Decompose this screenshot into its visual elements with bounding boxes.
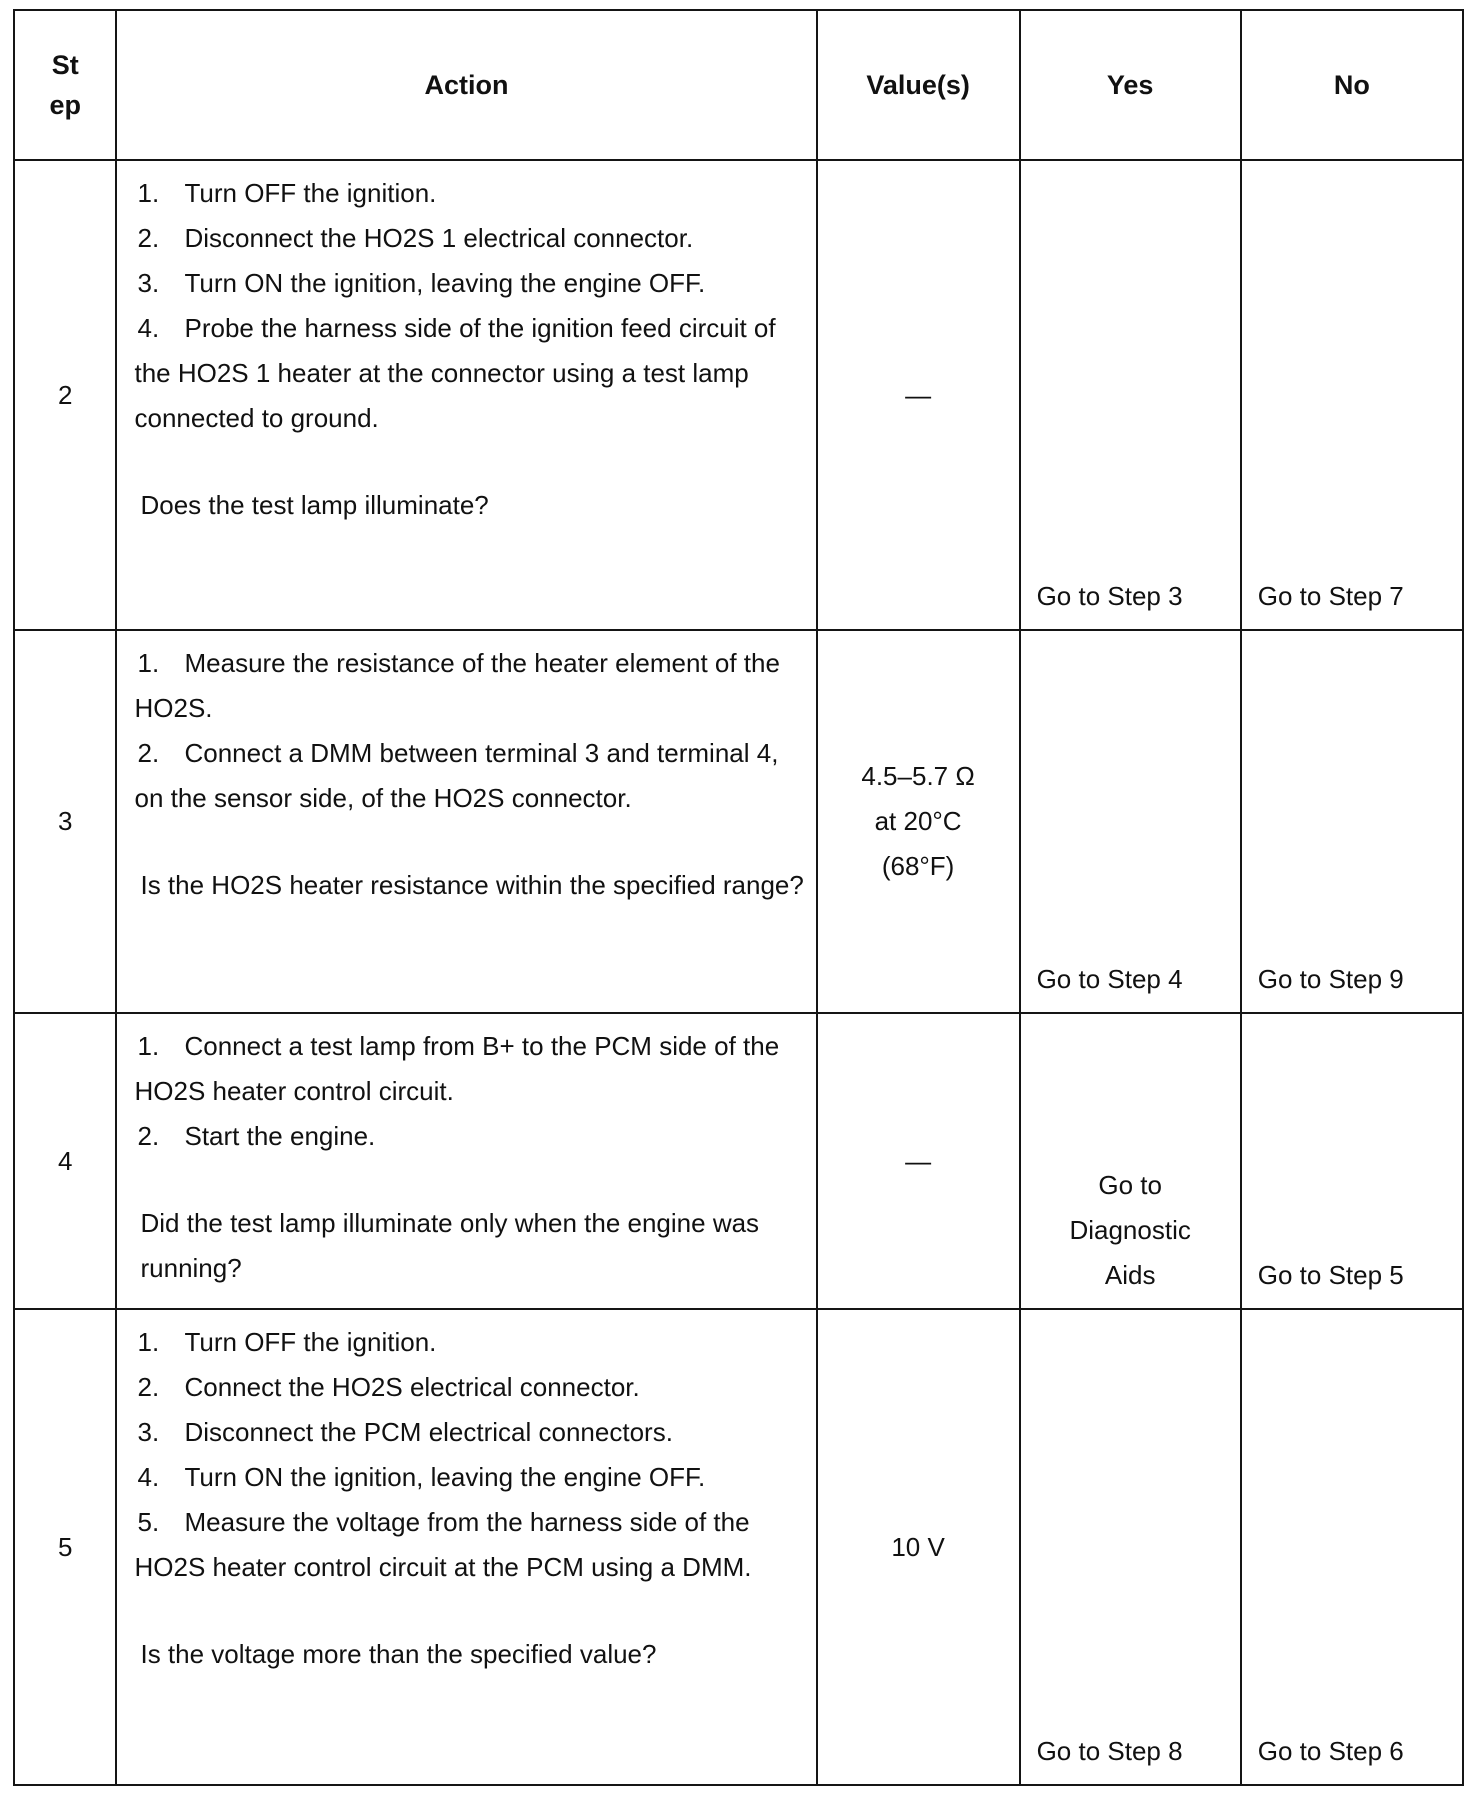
action-cell [116, 630, 816, 1013]
yes-cell: Go to Step 4 [1020, 630, 1241, 1013]
action-item: 3. Turn ON the ignition, leaving the engine OFF. [137, 268, 706, 298]
action-item: 1. Measure the resistance of the heater element of the HO2S. [134, 648, 780, 723]
action-item: 2. Start the engine. [137, 1121, 376, 1151]
step-number: 3 [14, 630, 116, 1013]
action-question: Does the test lamp illuminate? [140, 490, 489, 520]
action-item: 5. Measure the voltage from the harness side of the HO2S heater control circuit at the PCM using a DMM. [134, 1507, 752, 1582]
value-cell: 10 V [817, 1309, 1020, 1785]
step-number: 5 [14, 1309, 116, 1785]
action-question: Did the test lamp illuminate only when the engine was running? [140, 1208, 760, 1283]
step-number: 4 [14, 1013, 116, 1309]
diagnostic-table [13, 9, 1464, 1786]
no-cell: Go to Step 5 [1241, 1013, 1463, 1309]
yes-cell: Go to Step 3 [1020, 160, 1241, 630]
table-row [14, 160, 1463, 630]
header-row [14, 10, 1463, 160]
action-cell [116, 1309, 816, 1785]
table-row [14, 1309, 1463, 1785]
action-question: Is the HO2S heater resistance within the specified range? [140, 870, 804, 900]
action-item: 2. Connect a DMM between terminal 3 and terminal 4, on the sensor side, of the HO2S connector. [134, 738, 779, 813]
no-cell: Go to Step 9 [1241, 630, 1463, 1013]
action-item: 1. Connect a test lamp from B+ to the PCM side of the HO2S heater control circuit. [134, 1031, 780, 1106]
no-cell: Go to Step 7 [1241, 160, 1463, 630]
header-values: Value(s) [817, 10, 1020, 160]
action-cell [116, 1013, 816, 1309]
action-item: 2. Connect the HO2S electrical connector. [137, 1372, 640, 1402]
no-cell: Go to Step 6 [1241, 1309, 1463, 1785]
header-no: No [1241, 10, 1463, 160]
step-number: 2 [14, 160, 116, 630]
action-item: 2. Disconnect the HO2S 1 electrical connector. [137, 223, 694, 253]
table-row [14, 630, 1463, 1013]
header-step-label: St ep [49, 50, 81, 120]
action-item: 4. Probe the harness side of the ignition feed circuit of the HO2S 1 heater at the connector using a test lamp connected to ground. [134, 313, 776, 433]
value-cell: — [817, 160, 1020, 630]
yes-cell: Go to Diagnostic Aids [1020, 1013, 1241, 1309]
table-row [14, 1013, 1463, 1309]
action-cell [116, 160, 816, 630]
header-yes: Yes [1020, 10, 1241, 160]
value-cell: 4.5–5.7 Ω at 20°C (68°F) [817, 630, 1020, 1013]
action-question: Is the voltage more than the specified value? [140, 1639, 657, 1669]
header-step [14, 10, 116, 160]
header-action: Action [116, 10, 816, 160]
action-item: 1. Turn OFF the ignition. [137, 1327, 437, 1357]
action-item: 1. Turn OFF the ignition. [137, 178, 437, 208]
action-item: 3. Disconnect the PCM electrical connectors. [137, 1417, 673, 1447]
value-cell: — [817, 1013, 1020, 1309]
yes-cell: Go to Step 8 [1020, 1309, 1241, 1785]
action-item: 4. Turn ON the ignition, leaving the engine OFF. [137, 1462, 706, 1492]
